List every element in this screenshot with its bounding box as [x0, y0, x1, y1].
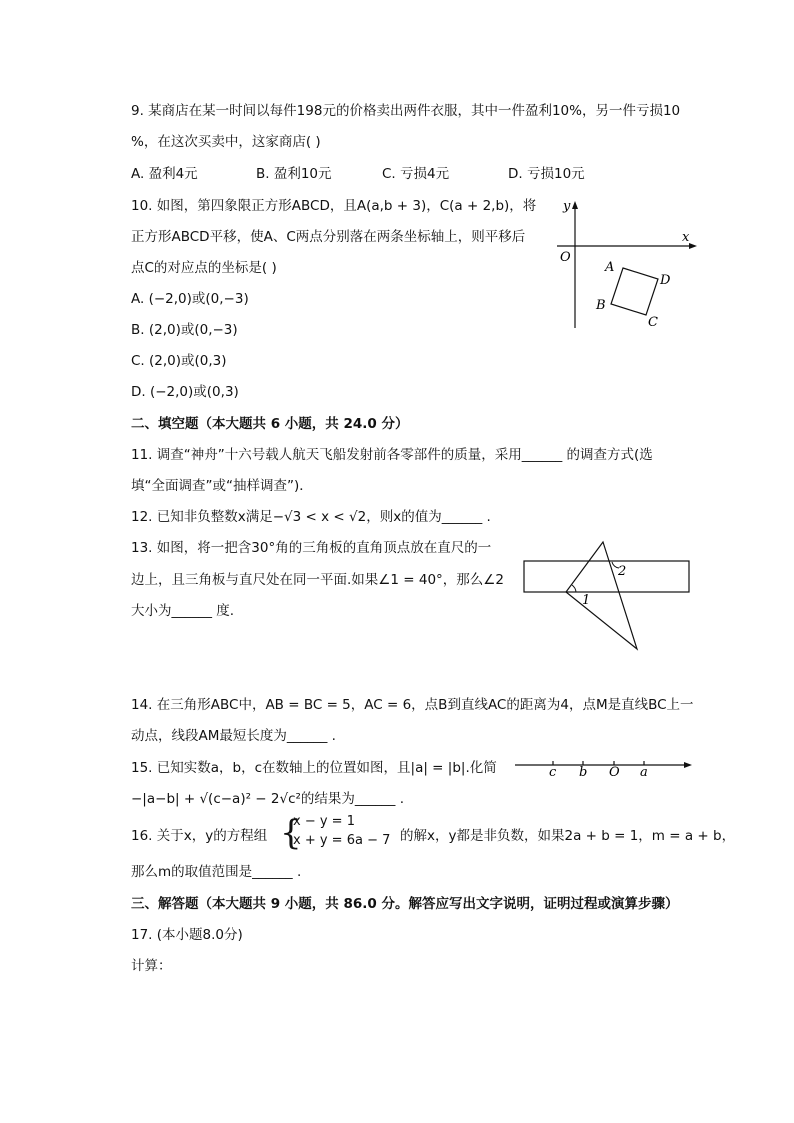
q13-ruler — [524, 561, 689, 592]
section-3-title: 三、解答题（本大题共 9 小题，共 86.0 分。解答应写出文字说明，证明过程或演算步骤） — [131, 896, 679, 912]
q13-line1: 13. 如图，将一把含30°角的三角板的直角顶点放在直尺的一 — [131, 540, 492, 556]
q15-point-c-label: c — [549, 765, 557, 780]
q10-option-a: A. (−2,0)或(0,−3) — [131, 291, 249, 307]
q15-line2: −|a−b| + √(c−a)² − 2√c²的结果为______ . — [131, 791, 405, 807]
q9-line2: %，在这次买卖中，这家商店( ) — [131, 134, 321, 150]
q17-line2: 计算： — [131, 958, 172, 974]
q15-origin-label: O — [609, 765, 620, 780]
q13-line2: 边上，且三角板与直尺处在同一平面.如果∠1 = 40°，那么∠2 — [131, 572, 504, 588]
q16-equation-1: x − y = 1 — [293, 814, 355, 829]
q10-line3: 点C的对应点的坐标是( ) — [131, 260, 277, 276]
q13-line3: 大小为______ 度. — [131, 603, 235, 619]
q10-y-axis-label: y — [563, 199, 571, 214]
q10-option-b: B. (2,0)或(0,−3) — [131, 322, 238, 338]
q16-equation-2: x + y = 6a − 7 — [293, 833, 391, 848]
q10-option-c: C. (2,0)或(0,3) — [131, 353, 227, 369]
q10-line2: 正方形ABCD平移，使A、C两点分别落在两条坐标轴上，则平移后 — [131, 229, 526, 245]
q11-line1: 11. 调查“神舟”十六号载人航天飞船发射前各零部件的质量，采用______ 的调查方式(选 — [131, 447, 653, 463]
section-2-title: 二、填空题（本大题共 6 小题，共 24.0 分） — [131, 416, 409, 432]
q16-suffix: 的解x，y都是非负数，如果2a + b = 1，m = a + b， — [400, 828, 736, 844]
q10-point-a-label: A — [605, 260, 615, 275]
q10-coordinate-figure — [545, 195, 700, 335]
q15-line1: 15. 已知实数a，b，c在数轴上的位置如图，且|a| = |b|.化简 — [131, 760, 497, 776]
q9-option-b: B. 盈利10元 — [256, 166, 332, 182]
q14-line1: 14. 在三角形ABC中，AB = BC = 5，AC = 6，点B到直线AC的距离为4，点M是直线BC上一 — [131, 697, 694, 713]
q9-line1: 9. 某商店在某一时间以每件198元的价格卖出两件衣服，其中一件盈利10%，另一件亏损10 — [131, 103, 681, 119]
q10-point-d-label: D — [660, 273, 671, 288]
q16-prefix: 16. 关于x，y的方程组 — [131, 828, 268, 844]
q9-option-c: C. 亏损4元 — [382, 166, 450, 182]
q10-origin-label: O — [560, 250, 571, 265]
q14-line2: 动点，线段AM最短长度为______ . — [131, 728, 336, 744]
q15-number-line-figure — [512, 752, 697, 780]
q13-ruler-triangle-figure — [520, 538, 695, 654]
q11-line2: 填“全面调查”或“抽样调查”)． — [131, 478, 313, 494]
q10-option-d: D. (−2,0)或(0,3) — [131, 384, 239, 400]
q10-x-axis-label: x — [682, 230, 690, 245]
q9-option-a: A. 盈利4元 — [131, 166, 198, 182]
q10-line1: 10. 如图，第四象限正方形ABCD，且A(a,b + 3)，C(a + 2,b)，将 — [131, 198, 537, 214]
q15-point-b-label: b — [579, 765, 588, 780]
q9-option-d: D. 亏损10元 — [508, 166, 585, 182]
q13-triangle — [566, 542, 637, 649]
q17-line1: 17. (本小题8.0分) — [131, 927, 243, 943]
q13-angle-2-label: 2 — [618, 564, 627, 579]
q15-point-a-label: a — [640, 765, 648, 780]
q10-square — [611, 268, 658, 315]
q16-line2: 那么m的取值范围是______ . — [131, 864, 302, 880]
q16-system-brace: { — [280, 813, 302, 853]
q10-point-b-label: B — [596, 298, 606, 313]
q12-line1: 12. 已知非负整数x满足−√3 < x < √2，则x的值为______ . — [131, 509, 491, 525]
q10-point-c-label: C — [648, 315, 658, 330]
q13-angle-1-label: 1 — [582, 593, 591, 608]
